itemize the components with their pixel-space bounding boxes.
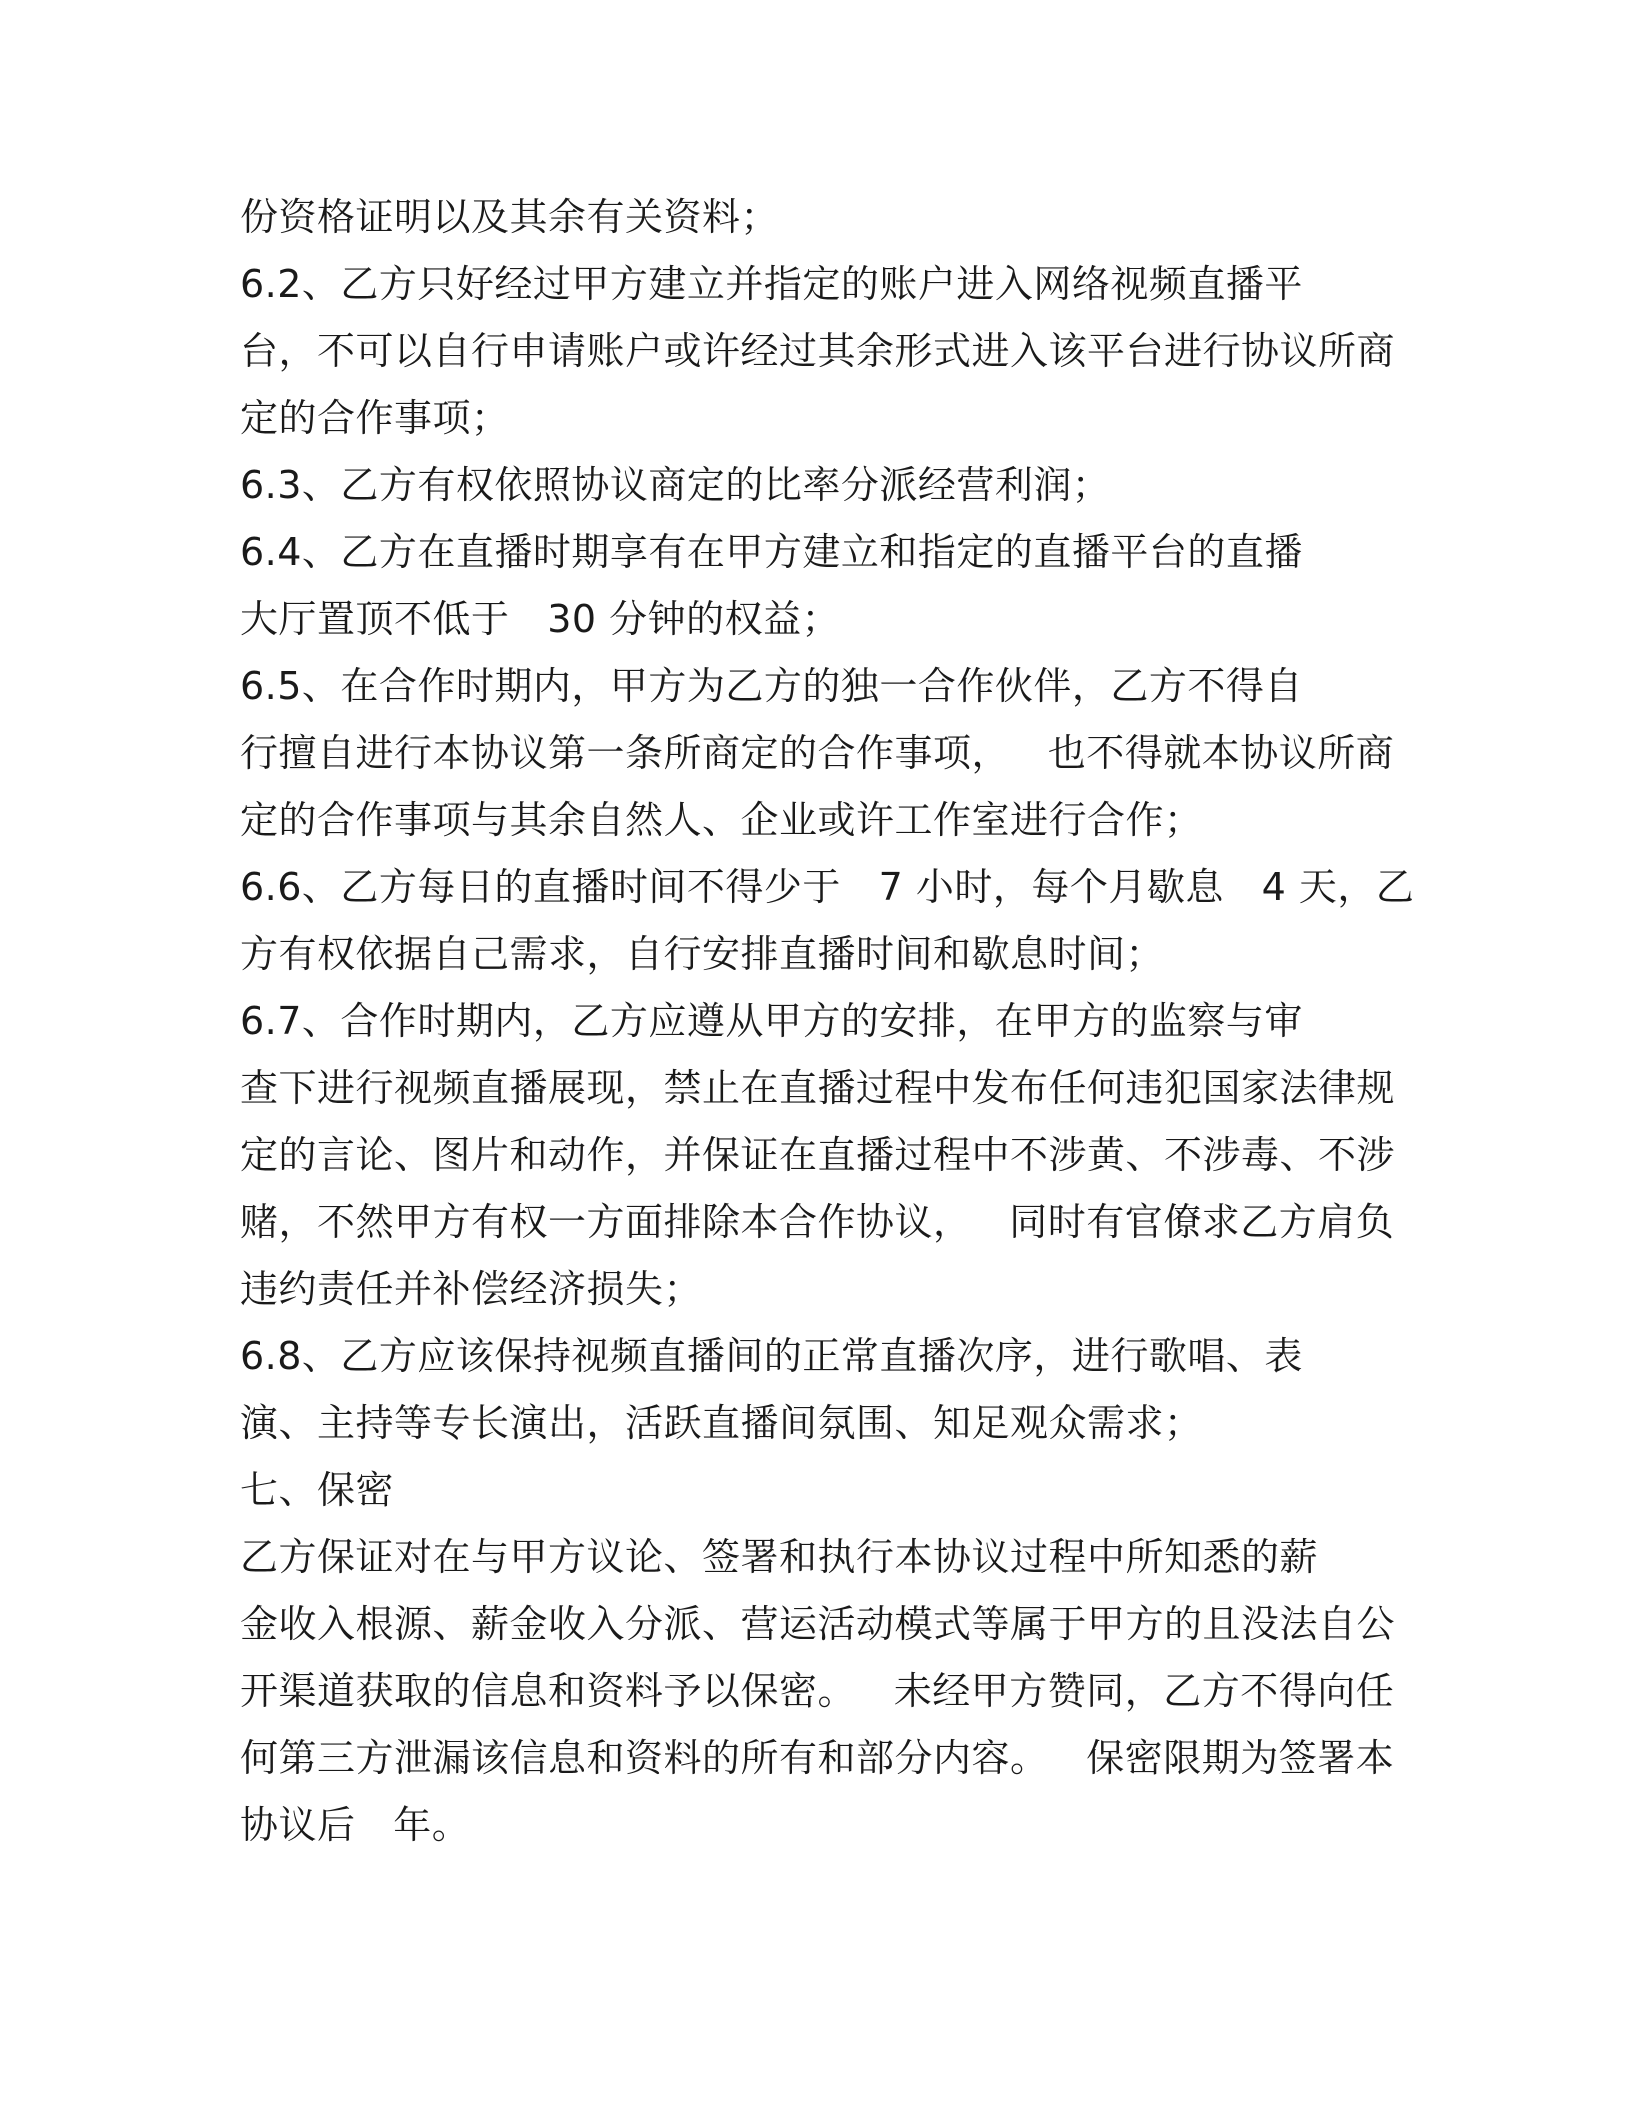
- text-line: 6.2、乙方只好经过甲方建立并指定的账户进入网络视频直播平: [240, 262, 1303, 306]
- text-line: 定的言论、图片和动作，并保证在直播过程中不涉黄、不涉毒、不涉: [240, 1133, 1396, 1177]
- text-line: 行擅自进行本协议第一条所商定的合作事项， 也不得就本协议所商: [240, 731, 1395, 775]
- text-line: 定的合作事项与其余自然人、企业或许工作室进行合作；: [240, 798, 1203, 842]
- text-line: 赌，不然甲方有权一方面排除本合作协议， 同时有官僚求乙方肩负: [240, 1200, 1395, 1244]
- text-line: 6.7、合作时期内，乙方应遵从甲方的安排，在甲方的监察与审: [240, 999, 1303, 1043]
- text-line: 6.8、乙方应该保持视频直播间的正常直播次序，进行歌唱、表: [240, 1334, 1303, 1378]
- text-line: 定的合作事项；: [240, 396, 510, 440]
- text-line: 份资格证明以及其余有关资料；: [240, 195, 780, 239]
- section-heading: 七、保密: [240, 1468, 395, 1512]
- text-line: 大厅置顶不低于 30 分钟的权益；: [240, 597, 841, 641]
- text-line: 6.5、在合作时期内，甲方为乙方的独一合作伙伴，乙方不得自: [240, 664, 1303, 708]
- text-line: 方有权依据自己需求，自行安排直播时间和歇息时间；: [240, 932, 1165, 976]
- text-line: 金收入根源、薪金收入分派、营运活动模式等属于甲方的且没法自公: [240, 1602, 1396, 1646]
- text-line: 6.4、乙方在直播时期享有在甲方建立和指定的直播平台的直播: [240, 530, 1303, 574]
- text-line: 查下进行视频直播展现，禁止在直播过程中发布任何违犯国家法律规: [240, 1066, 1396, 1110]
- text-line: 演、主持等专长演出，活跃直播间氛围、知足观众需求；: [240, 1401, 1203, 1445]
- text-line: 违约责任并补偿经济损失；: [240, 1267, 703, 1311]
- text-line: 协议后 年。: [240, 1803, 471, 1847]
- text-line: 6.6、乙方每日的直播时间不得少于 7 小时，每个月歇息 4 天，乙: [240, 865, 1415, 909]
- text-line: 台，不可以自行申请账户或许经过其余形式进入该平台进行协议所商: [240, 329, 1396, 373]
- text-line: 开渠道获取的信息和资料予以保密。 未经甲方赞同，乙方不得向任: [240, 1669, 1395, 1713]
- body-text: [240, 184, 1415, 1859]
- text-line: 何第三方泄漏该信息和资料的所有和部分内容。 保密限期为签署本: [240, 1736, 1395, 1780]
- text-line: 6.3、乙方有权依照协议商定的比率分派经营利润；: [240, 463, 1111, 507]
- text-line: 乙方保证对在与甲方议论、签署和执行本协议过程中所知悉的薪: [240, 1535, 1319, 1579]
